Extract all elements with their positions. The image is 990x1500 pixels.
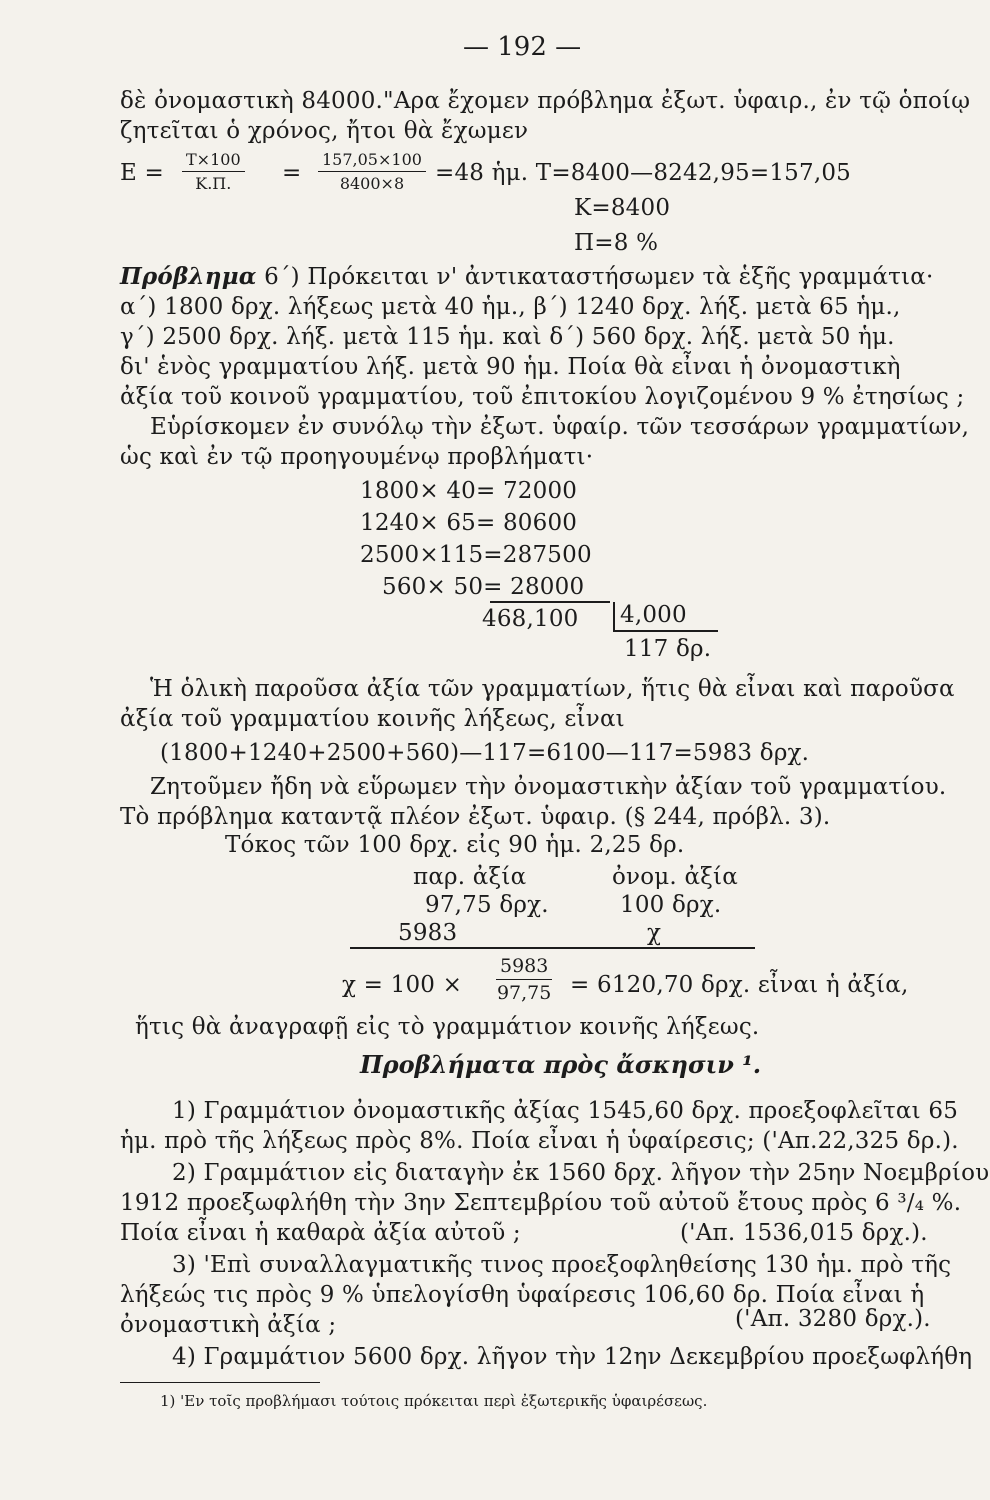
intro-line-2: ζητεῖται ὁ χρόνος, ἤτοι θὰ ἔχωμεν	[120, 118, 529, 144]
formula2-fraction	[496, 955, 552, 1004]
calc-quotient: 117 δρ.	[624, 636, 712, 662]
problem6-line-7: ὡς καὶ ἐν τῷ προηγουμένῳ προβλήματι·	[120, 444, 594, 470]
exercise-1-line-2: ἡμ. πρὸ τῆς λήξεως πρὸς 8%. Ποία εἶναι ἡ ὑφαίρεσις; ('Απ.22,325 δρ.).	[120, 1128, 959, 1154]
formula1-fraction-2	[318, 150, 426, 193]
page-number: — 192 —	[463, 32, 582, 62]
calc-row-3: 2500×115=287500	[360, 542, 592, 568]
formula1-fraction-1	[182, 150, 245, 193]
formula2-denominator: 97,75	[496, 982, 552, 1004]
table-header-present-value: παρ. ἀξία	[413, 864, 527, 890]
exercise-1-line-1: 1) Γραμμάτιον ὀνομαστικῆς ἀξίας 1545,60 δρχ. προεξοφλεῖται 65	[172, 1098, 959, 1124]
footnote-rule	[120, 1382, 320, 1383]
formula2-numerator: 5983	[496, 955, 552, 980]
formula2-lhs: χ = 100 ×	[342, 972, 463, 998]
body2-line-6: Τόκος τῶν 100 δρχ. εἰς 90 ἡμ. 2,25 δρ.	[225, 832, 685, 858]
calc-sum: 468,100	[482, 606, 579, 632]
calc-sum-rule	[490, 601, 610, 603]
problem6-line-5: ἀξία τοῦ κοινοῦ γραμματίου, τοῦ ἐπιτοκίου λογιζομένου 9 % ἐτησίως ;	[120, 384, 965, 410]
formula1-k: K=8400	[574, 195, 671, 221]
problem6-line-2: α΄) 1800 δρχ. λήξεως μετὰ 40 ἡμ., β΄) 1240 δρχ. λήξ. μετὰ 65 ἡμ.,	[120, 294, 901, 320]
exercise-3-line-1: 3) 'Επὶ συναλλαγματικῆς τινος προεξοφληθείσης 130 ἡμ. πρὸ τῆς	[172, 1252, 952, 1278]
exercise-2-answer: ('Απ. 1536,015 δρχ.).	[680, 1220, 928, 1246]
formula1-result: =48 ἡμ. T=8400—8242,95=157,05	[435, 160, 852, 186]
body2-line-1: Ἡ ὁλικὴ παροῦσα ἀξία τῶν γραμματίων, ἥτις θὰ εἶναι καὶ παροῦσα	[150, 676, 955, 702]
exercise-3-line-2: λήξεώς τις πρὸς 9 % ὑπελογίσθη ὑφαίρεσις 106,60 δρ. Ποία εἶναι ἡ	[120, 1282, 925, 1308]
formula1-f1-numerator: T×100	[182, 150, 245, 172]
calc-row-1: 1800× 40= 72000	[360, 478, 578, 504]
calc-row-2: 1240× 65= 80600	[360, 510, 578, 536]
table-rule	[350, 947, 755, 949]
exercise-4-line-1: 4) Γραμμάτιον 5600 δρχ. λῆγον τὴν 12ην Δεκεμβρίου προεξωφλήθη	[172, 1344, 973, 1370]
footnote: 1) 'Εν τοῖς προβλήμασι τούτοις πρόκειται περὶ ἐξωτερικῆς ὑφαιρέσεως.	[160, 1392, 708, 1410]
problem6-line-1-text: 6΄) Πρόκειται ν' ἀντικαταστήσωμεν τὰ ἑξῆς γραμμάτια·	[264, 264, 934, 290]
calc-divisor: 4,000	[620, 602, 687, 628]
problem-title: Πρόβλημα	[120, 263, 257, 290]
formula1-equals: =	[282, 160, 302, 186]
problem6-line-6: Εὑρίσκομεν ἐν συνόλῳ τὴν ἐξωτ. ὑφαίρ. τῶν τεσσάρων γραμματίων,	[150, 414, 970, 440]
formula2-continuation: ἥτις θὰ ἀναγραφῇ εἰς τὸ γραμμάτιον κοινῆς λήξεως.	[135, 1014, 760, 1040]
problem6-line-4: δι' ἑνὸς γραμματίου λήξ. μετὰ 90 ἡμ. Ποία θὰ εἶναι ἡ ὀνομαστικὴ	[120, 354, 901, 380]
problem6-line-1	[120, 262, 934, 292]
division-vertical-rule	[613, 602, 615, 632]
formula1-lhs: E =	[120, 160, 164, 186]
body2-line-4: Ζητοῦμεν ἤδη νὰ εὕρωμεν τὴν ὀνομαστικὴν ἀξίαν τοῦ γραμματίου.	[150, 774, 947, 800]
table-value-2: 100 δρχ.	[620, 892, 722, 918]
formula1-f1-denominator: K.Π.	[195, 174, 232, 193]
formula1-f2-numerator: 157,05×100	[318, 150, 426, 172]
exercises-heading: Προβλήματα πρὸς ἄσκησιν ¹.	[360, 1050, 762, 1079]
table-value-4: χ	[647, 920, 662, 946]
exercise-2-line-3: Ποία εἶναι ἡ καθαρὰ ἀξία αὐτοῦ ;	[120, 1220, 521, 1246]
problem6-line-3: γ΄) 2500 δρχ. λήξ. μετὰ 115 ἡμ. καὶ δ΄) 560 δρχ. λήξ. μετὰ 50 ἡμ.	[120, 324, 895, 350]
exercise-3-line-3: ὀνομαστικὴ ἀξία ;	[120, 1312, 337, 1338]
body2-line-3: (1800+1240+2500+560)—117=6100—117=5983 δρχ.	[160, 740, 810, 766]
division-horizontal-rule	[613, 630, 718, 632]
formula1-p: Π=8 %	[574, 230, 659, 256]
exercise-2-line-2: 1912 προεξωφλήθη τὴν 3ην Σεπτεμβρίου τοῦ αὐτοῦ ἔτους πρὸς 6 ³/₄ %.	[120, 1190, 962, 1216]
exercise-2-line-1: 2) Γραμμάτιον εἰς διαταγὴν ἐκ 1560 δρχ. λῆγον τὴν 25ην Νοεμβρίου	[172, 1160, 990, 1186]
table-value-3: 5983	[398, 920, 458, 946]
calc-row-4: 560× 50= 28000	[382, 574, 585, 600]
exercise-3-answer: ('Απ. 3280 δρχ.).	[735, 1306, 931, 1332]
table-header-nominal-value: ὀνομ. ἀξία	[612, 864, 738, 890]
body2-line-5: Τὸ πρόβλημα καταντᾷ πλέον ἐξωτ. ὑφαιρ. (§ 244, πρόβλ. 3).	[120, 804, 831, 830]
table-value-1: 97,75 δρχ.	[425, 892, 549, 918]
formula2-result: = 6120,70 δρχ. εἶναι ἡ ἀξία,	[570, 972, 909, 998]
intro-line-1: δὲ ὀνομαστικὴ 84000."Αρα ἔχομεν πρόβλημα ἐξωτ. ὑφαιρ., ἐν τῷ ὁποίῳ	[120, 88, 971, 114]
formula1-f2-denominator: 8400×8	[339, 174, 405, 193]
body2-line-2: ἀξία τοῦ γραμματίου κοινῆς λήξεως, εἶναι	[120, 706, 625, 732]
